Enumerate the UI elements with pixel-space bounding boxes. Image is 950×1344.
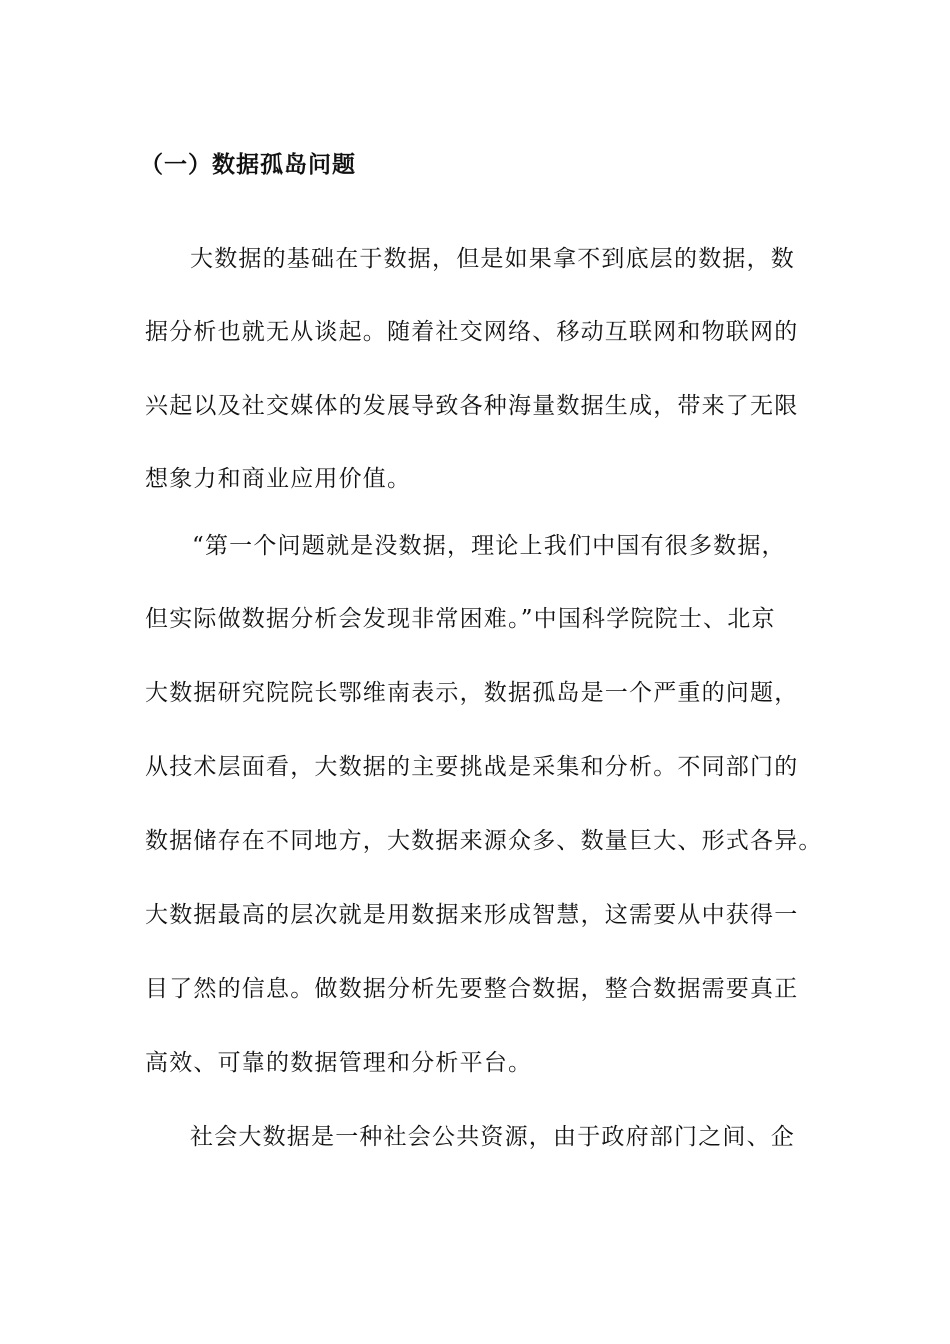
paragraph-line: 数据储存在不同地方，大数据来源众多、数量巨大、形式各异。	[145, 828, 823, 854]
paragraph-line: 高效、可靠的数据管理和分析平台。	[145, 1050, 533, 1076]
paragraph-line: “第一个问题就是没数据，理论上我们中国有很多数据，	[192, 533, 786, 559]
paragraph-line: 但实际做数据分析会发现非常困难。”中国科学院院士、北京	[145, 606, 776, 632]
paragraph-line: 大数据的基础在于数据，但是如果拿不到底层的数据，数	[190, 246, 795, 272]
paragraph-line: 大数据研究院院长鄂维南表示，数据孤岛是一个严重的问题，	[145, 680, 799, 706]
section-heading: （一）数据孤岛问题	[140, 151, 356, 178]
paragraph-line: 大数据最高的层次就是用数据来形成智慧，这需要从中获得一	[145, 902, 799, 928]
paragraph-line: 目了然的信息。做数据分析先要整合数据，整合数据需要真正	[145, 976, 799, 1002]
paragraph-line: 社会大数据是一种社会公共资源，由于政府部门之间、企	[190, 1124, 795, 1150]
paragraph-line: 想象力和商业应用价值。	[145, 466, 412, 492]
paragraph-line: 从技术层面看，大数据的主要挑战是采集和分析。不同部门的	[145, 754, 799, 780]
paragraph-line: 兴起以及社交媒体的发展导致各种海量数据生成，带来了无限	[145, 393, 799, 419]
paragraph-line: 据分析也就无从谈起。随着社交网络、移动互联网和物联网的	[145, 319, 799, 345]
